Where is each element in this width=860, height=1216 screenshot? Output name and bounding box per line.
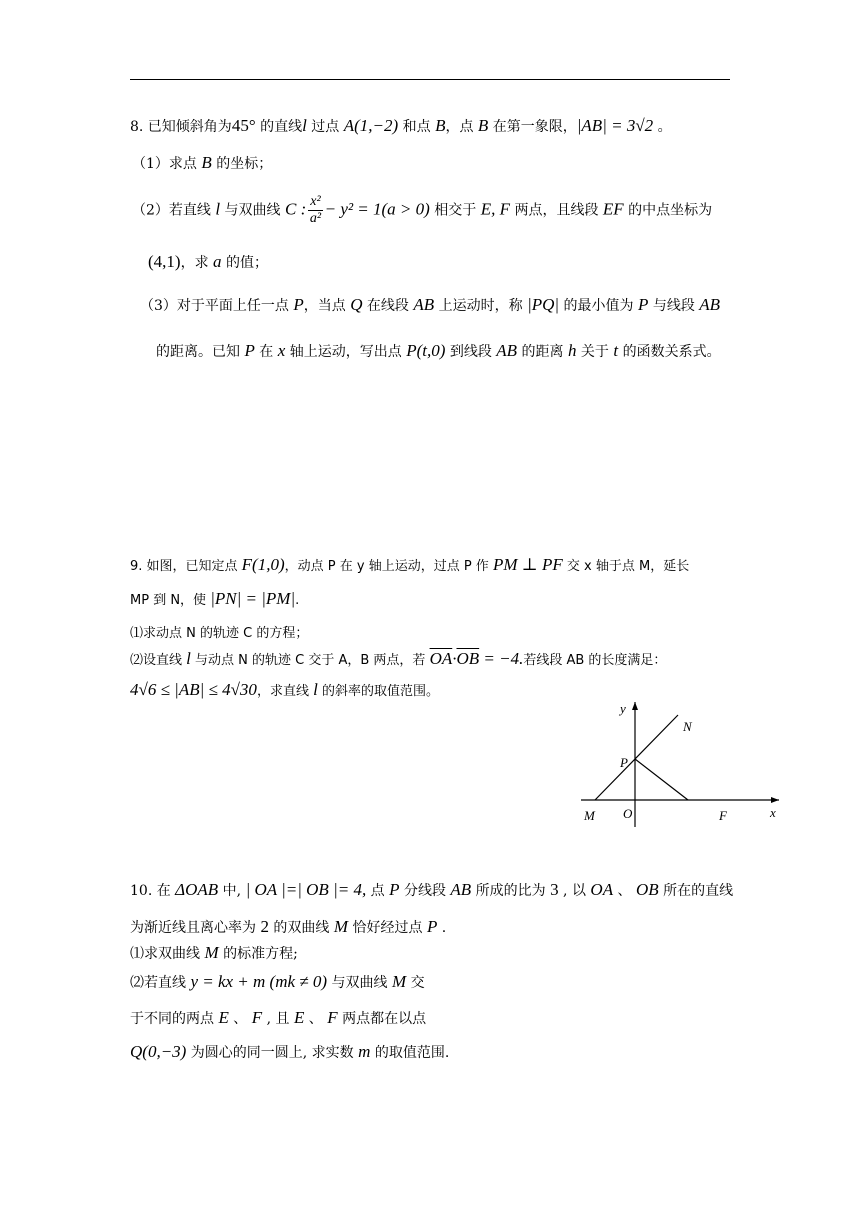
q8-part3: （3）对于平面上任一点 P，当点 Q 在线段 AB 上运动时，称 |PQ| 的最小值为 P 与线段 AB <box>140 295 721 314</box>
q8-stem: 8. 已知倾斜角为45° 的直线l 过点 A(1,−2) 和点 B，点 B 在第一象限，|AB| = 3√2 。 <box>130 116 672 135</box>
q8-part3-cont: 的距离。已知 P 在 x 轴上运动，写出点 P(t,0) 到线段 AB 的距离 h 关于 t 的函数关系式。 <box>156 341 721 360</box>
q10-part2-cont: 于不同的两点 E 、 F , 且 E 、 F 两点都在以点 <box>130 1008 427 1027</box>
q10-stem-cont: 为渐近线且离心率为 2 的双曲线 M 恰好经过点 P . <box>130 917 447 936</box>
q10-part2-cont2: Q(0,−3) 为圆心的同一圆上, 求实数 m 的取值范围. <box>130 1042 450 1061</box>
q9-stem-cont: MP 到 N，使 |PN| = |PM|. <box>130 589 300 608</box>
line-mpn <box>595 715 678 800</box>
q10-stem: 10. 在 ΔOAB 中, | OA |=| OB |= 4, 点 P 分线段 AB 所成的比为 3 , 以 OA 、 OB 所在的直线 <box>130 880 734 899</box>
q9-part2: ⑵设直线 l 与动点 N 的轨迹 C 交于 A，B 两点，若 $\overline{OA}\cdot\overline{OB} = -4$.若线段 AB 的长度满足： <box>130 649 667 668</box>
header-rule <box>130 79 730 80</box>
hyperbola-fraction: $\frac{\text{x²}}{\text{a²}}$ <box>309 194 322 226</box>
q10-part1: ⑴求双曲线 M 的标准方程; <box>130 943 298 962</box>
label-f: F <box>719 808 727 823</box>
q8-part2: （2）若直线 l 与双曲线 C : $\frac{\text{x²}}{\text{a²}}$ − y² = 1(a > 0) 相交于 E, F 两点，且线段 EF 的中点坐标为 <box>132 194 713 226</box>
label-y: y <box>620 701 626 716</box>
label-n: N <box>683 719 692 734</box>
q10-part2: ⑵若直线 y = kx + m (mk ≠ 0) 与双曲线 M 交 <box>130 972 425 991</box>
q9-stem: 9. 如图，已知定点 F(1,0)，动点 P 在 y 轴上运动，过点 P 作 PM ⊥ PF 交 x 轴于点 M，延长 <box>130 555 690 574</box>
q9-figure <box>575 697 785 827</box>
segment-pf <box>635 759 688 800</box>
label-o: O <box>623 806 633 821</box>
x-axis-arrow <box>771 797 779 803</box>
y-axis-arrow <box>632 702 638 710</box>
q9-part1: ⑴求动点 N 的轨迹 C 的方程； <box>130 626 309 641</box>
label-x: x <box>770 805 776 820</box>
label-p: P <box>620 755 628 770</box>
q8-part2-cont: (4,1)，求 a 的值； <box>148 252 268 271</box>
label-m: M <box>584 808 595 823</box>
q9-part2-cont: 4√6 ≤ |AB| ≤ 4√30，求直线 l 的斜率的取值范围。 <box>130 680 439 699</box>
q8-part1: （1）求点 B 的坐标； <box>132 153 273 172</box>
